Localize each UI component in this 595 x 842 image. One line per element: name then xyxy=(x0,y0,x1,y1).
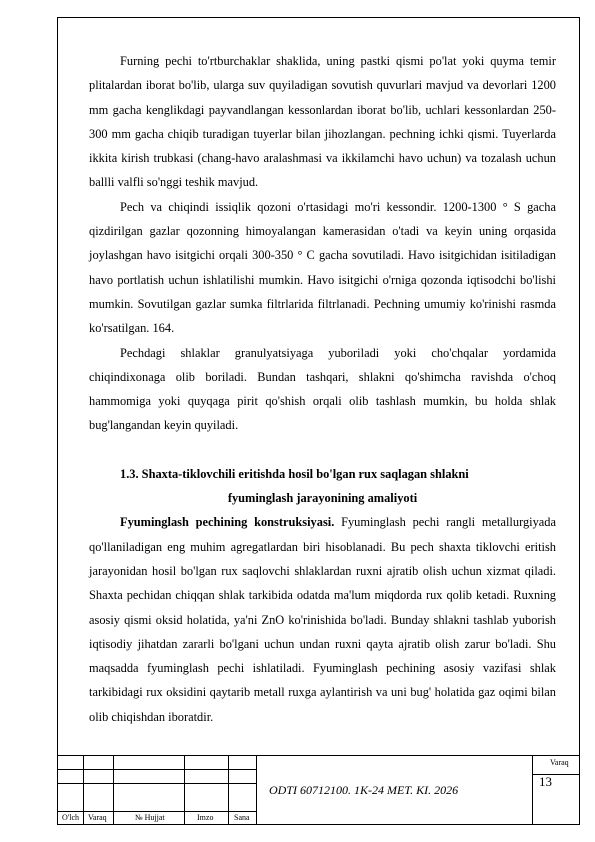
stamp-line-row1 xyxy=(57,769,256,770)
col-label-varaq: Varaq xyxy=(88,813,107,822)
col-label-hujjat: № Hujjat xyxy=(135,813,165,822)
stamp-col-1 xyxy=(83,755,84,825)
page-number: 13 xyxy=(539,774,552,789)
col-label-imzo: Imzo xyxy=(197,813,214,822)
paragraph-4-text: Fyuminglash pechi rangli metallurgiyada qo'llaniladigan eng muhim agregatlardan biri hisoblanadi. Bu pech shaxta tiklovchi eritish jarayonidan hosil bo'lgan rux saqlovchi shlaklardan ruxni ajratib olish uchun xizmat qiladi. Shaxta pechidan chiqqan shlak tarkibida odatda ma'lum miqdorda rux qolib ketadi. Ruxning asosiy qismi oksid holatida, ya'ni ZnO ko'rinishida bo'ladi. Bunday shlakni tashlab yuborish iqtisodiy jihatdan zararli bo'lgani uchun undan ruxni qayta ajratib olish zarur bo'ladi. Shu maqsadda fyuminglash pechi ishlatiladi. Fyuminglash pechining asosiy vazifasi shlak tarkibidagi rux oksidini qaytarib metall ruxga aylantirish va uni bug' holatida gaz oqimi bilan olib chiqishdan iboratdir. xyxy=(89,515,556,724)
document-body xyxy=(89,49,556,729)
stamp-col-4 xyxy=(228,755,229,825)
paragraph-2: Pech va chiqindi issiqlik qozoni o'rtasidagi mo'ri kessondir. 1200-1300 ° S gacha qizdirilgan gazlar qozonning himoyalangan kamerasidan o'tadi va keyin uning orqasida joylashgan havo isitgichi orqali 300-350 ° C gacha sovutiladi. Havo isitgichidan isitiladigan havo portlatish uchun ishlatilishi mumkin. Havo isitgichi o'rniga qozonda iqtisodchi bo'lishi mumkin. Sovutilgan gazlar sumka filtrlarida filtrlanadi. Pechning umumiy ko'rinishi rasmda ko'rsatilgan. 164. xyxy=(89,199,556,336)
stamp-line-top xyxy=(57,755,580,756)
document-code: ODTI 60712100. 1K-24 MET. KI. 2026 xyxy=(269,783,459,797)
col-label-sana: Sana xyxy=(234,813,250,822)
paragraph-3: Pechdagi shlaklar granulyatsiyaga yuboriladi yoki cho'chqalar yordamida chiqindixonaga olib boriladi. Bundan tashqari, shlakni qo'shimcha ravishda o'choq hammomiga yoki quyqaga pirit qo'shish orqali olib tashlash mumkin, bu holda shlak bug'langandan keyin quyiladi. xyxy=(89,345,556,433)
stamp-line-row3 xyxy=(57,811,256,812)
stamp-line-row2 xyxy=(57,783,256,784)
paragraph-4 xyxy=(89,510,556,729)
title-block-stamp xyxy=(57,755,580,825)
stamp-col-3 xyxy=(184,755,185,825)
varaq-label: Varaq xyxy=(550,758,569,767)
section-heading-line2: fyuminglash jarayonining amaliyoti xyxy=(227,491,418,506)
stamp-col-6 xyxy=(532,755,533,825)
paragraph-4-bold-lead: Fyuminglash pechining konstruksiyasi. xyxy=(120,515,335,530)
col-label-olch: O'lch xyxy=(62,813,79,822)
section-heading-line1: 1.3. Shaxta-tiklovchili eritishda hosil bo'lgan rux saqlagan shlakni xyxy=(120,466,469,481)
paragraph-1: Furning pechi to'rtburchaklar shaklida, uning pastki qismi po'lat yoki quyma temir plitalardan iborat bo'lib, ularga suv quyiladigan sovutish quvurlari mavjud va devorlari 1200 mm gacha kenglikdagi payvandlangan kessonlardan iborat bo'lib, uchlari kessonlardan 250-300 mm gacha chiqib turadigan tuyerlar bilan jihozlangan. pechning ichki qismi. Tuyerlarda ikkita kirish trubkasi (chang-havo aralashmasi va ikkilamchi havo uchun) va tozalash uchun ballli valfli so'nggi teshik mavjud. xyxy=(89,54,556,190)
stamp-col-5 xyxy=(256,755,257,825)
stamp-col-2 xyxy=(113,755,114,825)
